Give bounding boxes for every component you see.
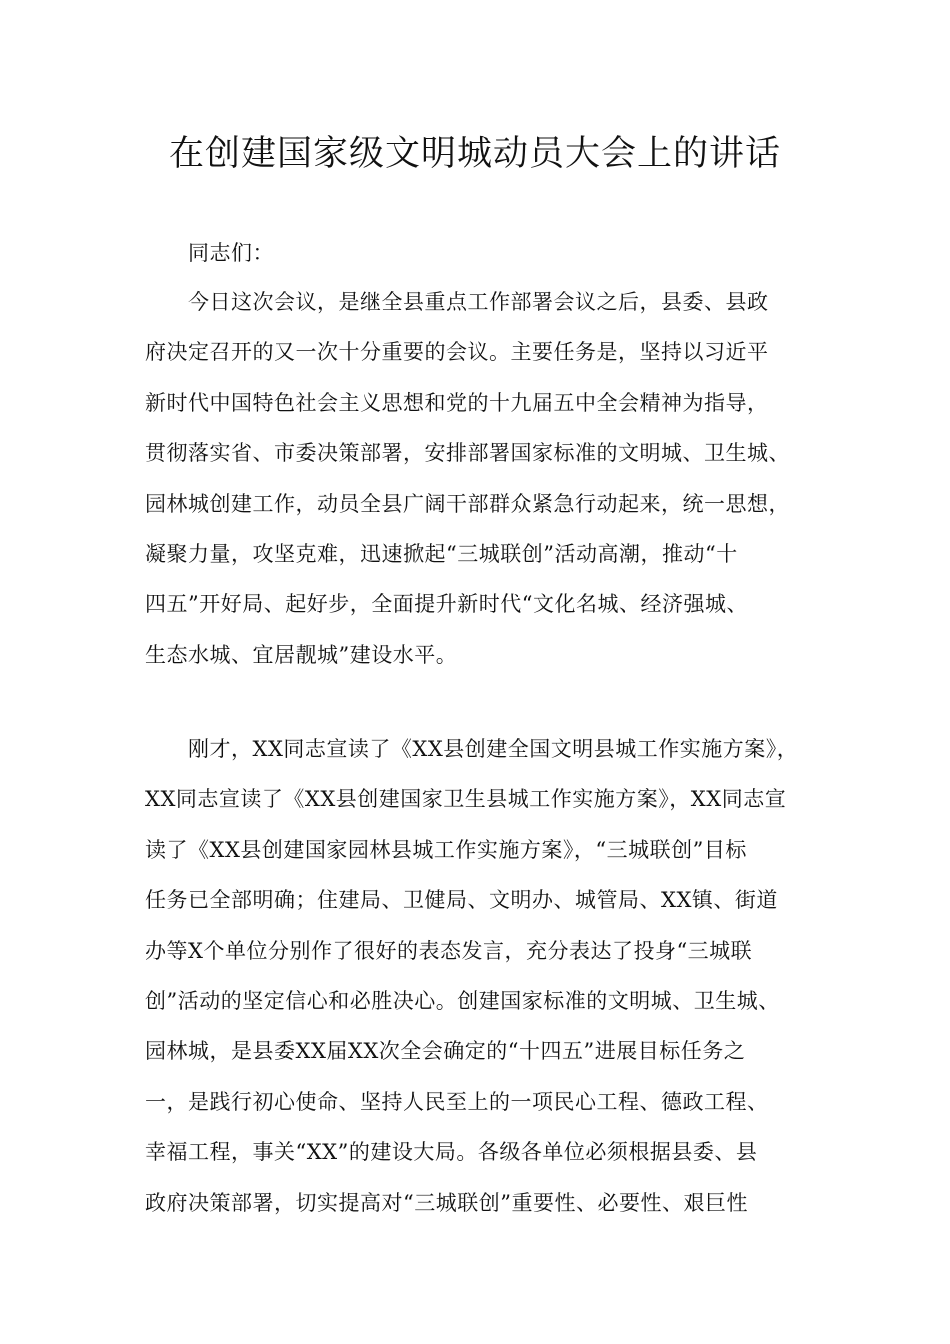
paragraph-line: 凝聚力量，攻坚克难，迅速掀起“三城联创”活动高潮，推动“十 <box>145 541 738 566</box>
paragraph-line: XX同志宣读了《XX县创建国家卫生县城工作实施方案》，XX同志宣 <box>145 787 787 812</box>
paragraph-line: 幸福工程，事关“XX”的建设大局。各级各单位必须根据县委、县 <box>145 1140 758 1165</box>
paragraph-line: 新时代中国特色社会主义思想和党的十九届五中全会精神为指导， <box>145 390 769 415</box>
paragraph-line: 读了《XX县创建国家园林县城工作实施方案》，“三城联创”目标 <box>145 837 747 862</box>
paragraph-line: 创”活动的坚定信心和必胜决心。创建国家标准的文明城、卫生城、 <box>145 988 780 1013</box>
paragraph-line: 任务已全部明确；住建局、卫健局、文明办、城管局、XX镇、街道 <box>145 888 778 913</box>
paragraph-line: 政府决策部署，切实提高对“三城联创”重要性、必要性、艰巨性 <box>145 1190 748 1215</box>
paragraph-line: 府决定召开的又一次十分重要的会议。主要任务是，坚持以习近平 <box>145 340 769 365</box>
document-title: 在创建国家级文明城动员大会上的讲话 <box>168 134 781 174</box>
paragraph-line: 一，是践行初心使命、坚持人民至上的一项民心工程、德政工程、 <box>145 1089 769 1114</box>
salutation-block <box>145 228 825 278</box>
paragraph-line: 办等X个单位分别作了很好的表态发言，充分表达了投身“三城联 <box>145 938 753 963</box>
paragraph-line: 园林城，是县委XX届XX次全会确定的“十四五”进展目标任务之 <box>145 1039 746 1064</box>
paragraph-line: 今日这次会议，是继全县重点工作部署会议之后，县委、县政 <box>188 290 769 314</box>
paragraph-1 <box>145 277 825 680</box>
salutation: 同志们： <box>188 241 274 265</box>
paragraph-line: 贯彻落实省、市委决策部署，安排部署国家标准的文明城、卫生城、 <box>145 441 790 466</box>
paragraph-line: 刚才，XX同志宣读了《XX县创建全国文明县城工作实施方案》， <box>188 737 799 761</box>
paragraph-2 <box>145 724 825 1228</box>
paragraph-line: 生态水城、宜居靓城”建设水平。 <box>145 642 458 667</box>
paragraph-line: 四五”开好局、起好步，全面提升新时代“文化名城、经济强城、 <box>145 592 748 617</box>
paragraph-line: 园林城创建工作，动员全县广阔干部群众紧急行动起来，统一思想， <box>145 491 790 516</box>
